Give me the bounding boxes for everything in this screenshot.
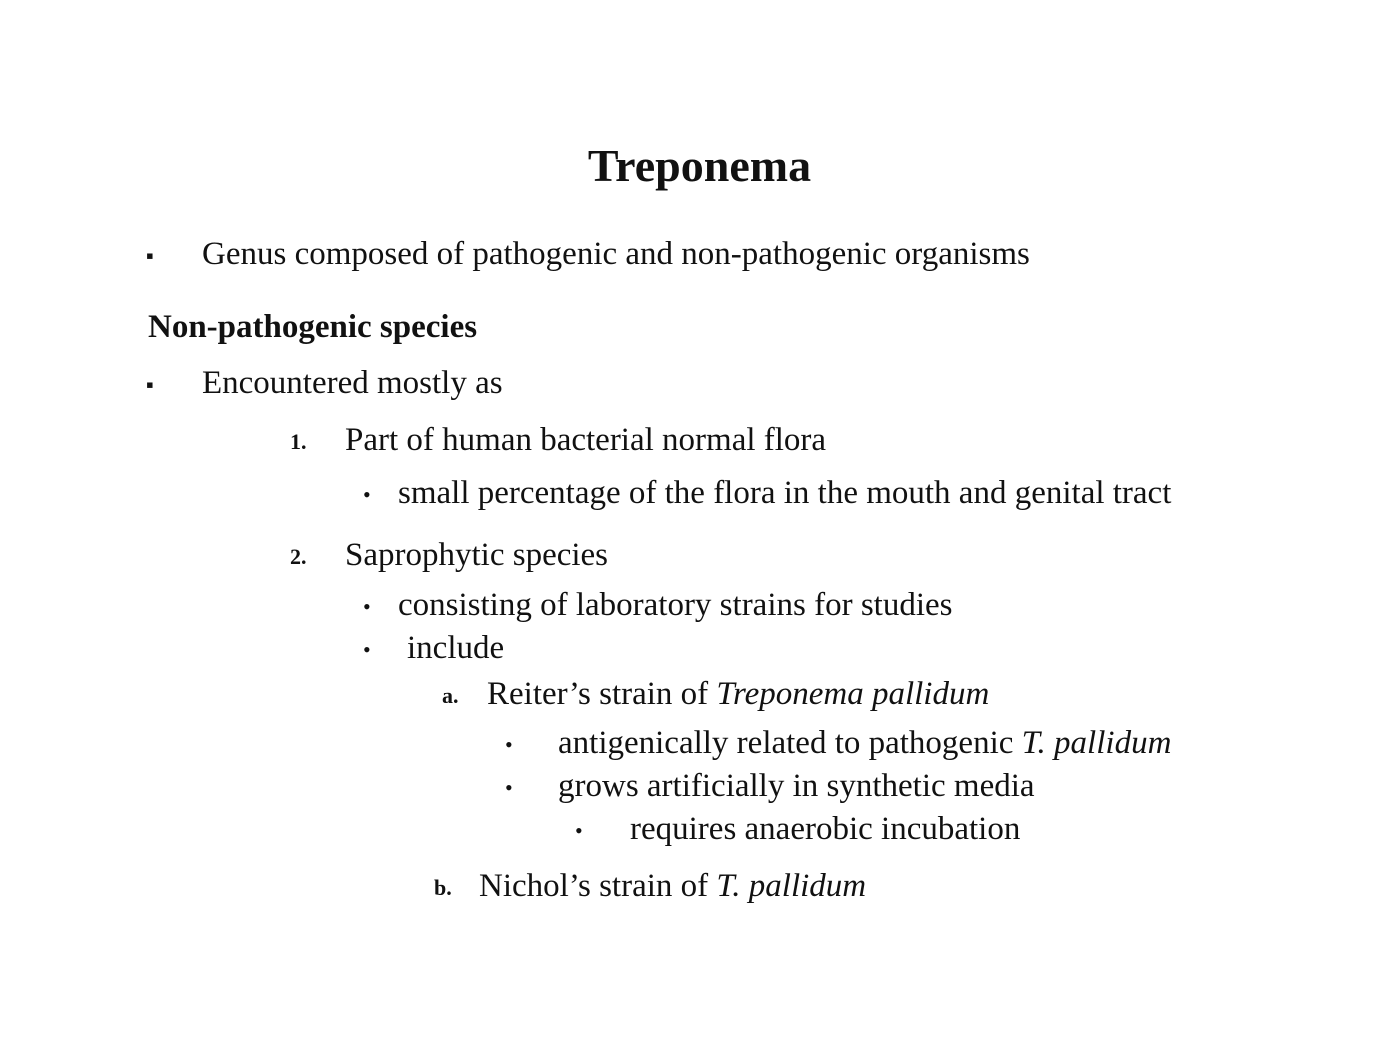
- item-a-text-italic: Treponema pallidum: [716, 676, 990, 712]
- item2-text: Saprophytic species: [345, 537, 609, 573]
- item-a-text: [487, 674, 989, 714]
- dot-bullet-icon: •: [505, 732, 513, 757]
- item-a-sub2-sub1-text: requires anaerobic incubation: [630, 811, 1021, 847]
- dot-bullet-icon: •: [575, 818, 583, 843]
- item2-sub2-text: include: [407, 630, 505, 666]
- item1-text: Part of human bacterial normal flora: [345, 422, 827, 458]
- intro-text: Genus composed of pathogenic and non-pathogenic organisms: [202, 236, 1030, 272]
- slide-title: Treponema: [587, 140, 812, 191]
- list-number-1: 1.: [290, 429, 307, 454]
- item-a-text-plain: Reiter’s strain of: [487, 676, 717, 712]
- list-letter-b: b.: [434, 875, 452, 900]
- dot-bullet-icon: •: [363, 594, 371, 619]
- square-bullet-icon: ▪: [146, 243, 154, 268]
- item-a-sub1-text: [558, 723, 1171, 763]
- square-bullet-icon: ▪: [146, 372, 154, 397]
- dot-bullet-icon: •: [363, 637, 371, 662]
- item2-sub1-text: consisting of laboratory strains for studies: [398, 587, 953, 623]
- lead-text: Encountered mostly as: [202, 365, 503, 401]
- item-b-text-italic: T. pallidum: [716, 868, 867, 904]
- list-number-2: 2.: [290, 544, 307, 569]
- item-a-sub1-italic: T. pallidum: [1021, 725, 1172, 761]
- section-heading: Non-pathogenic species: [148, 309, 478, 345]
- item-a-sub2-text: grows artificially in synthetic media: [558, 768, 1035, 804]
- dot-bullet-icon: •: [363, 482, 371, 507]
- item-a-sub1-plain: antigenically related to pathogenic: [558, 725, 1022, 761]
- list-letter-a: a.: [442, 683, 459, 708]
- item-b-text-plain: Nichol’s strain of: [479, 868, 717, 904]
- item1-sub1-text: small percentage of the flora in the mouth and genital tract: [398, 475, 1172, 511]
- dot-bullet-icon: •: [505, 775, 513, 800]
- item-b-text: [479, 866, 866, 906]
